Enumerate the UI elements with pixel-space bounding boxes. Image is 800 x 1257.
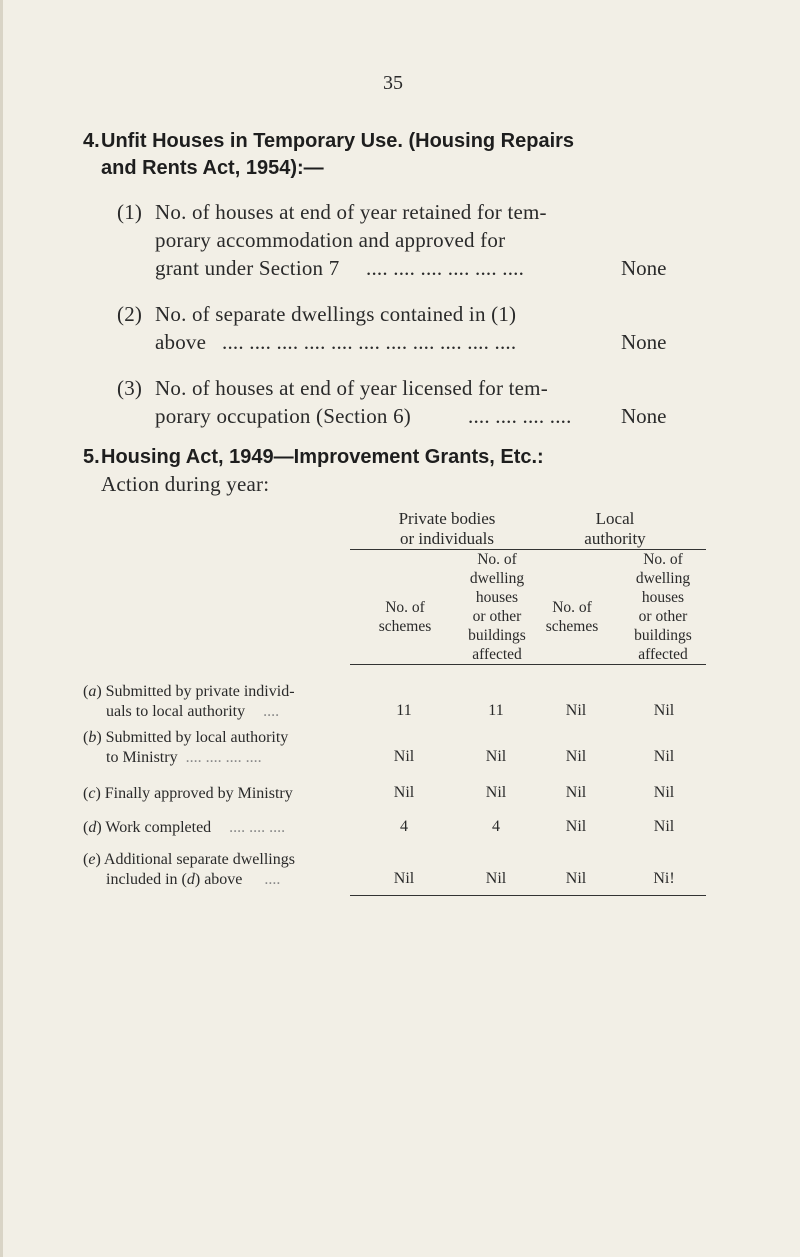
item-1-line3: grant under Section 7 — [155, 256, 340, 280]
group-header-private — [372, 509, 522, 549]
table-cell: Nil — [485, 748, 507, 765]
col-header-line: No. of — [552, 599, 592, 616]
table-cell: Nil — [565, 702, 587, 719]
col-header-line: or other — [472, 608, 522, 625]
table-cell: Nil — [565, 784, 587, 801]
table-cell: Nil — [393, 784, 415, 801]
row-dots: .... — [264, 871, 281, 888]
item-1-value: None — [621, 256, 667, 280]
item-3-line2: porary occupation (Section 6) — [155, 404, 411, 428]
col-header-line: or other — [638, 608, 688, 625]
table-bottom-rule — [350, 895, 706, 896]
item-1-dots: .... .... .... .... .... .... — [366, 256, 525, 280]
col-header-line: affected — [472, 646, 522, 663]
header-bottom-rule — [350, 664, 706, 665]
col-header-line: buildings — [468, 627, 526, 644]
table-cell: Nil — [393, 748, 415, 765]
table-row-e-label-line2: included in (d) above .... — [106, 871, 281, 888]
table-cell: 11 — [396, 702, 412, 719]
table-cell: Nil — [565, 818, 587, 835]
row-label-line1: Finally approved by Ministry — [104, 785, 293, 802]
page-number: 35 — [383, 72, 403, 94]
item-3-number: (3) — [117, 376, 143, 400]
table-row-b-label: (b) Submitted by local authority — [83, 729, 289, 746]
row-letter: a — [88, 683, 97, 700]
item-1-number: (1) — [117, 200, 143, 224]
row-letter: d — [88, 819, 97, 836]
table-cell: Nil — [565, 870, 587, 887]
col-header-private-dwellings — [452, 550, 542, 664]
col-header-line: No. of — [385, 599, 425, 616]
item-2-value: None — [621, 330, 667, 354]
section-4-title-line1: Unfit Houses in Temporary Use. (Housing Repairs — [101, 130, 575, 152]
group-header-private-line1: Private bodies — [398, 509, 496, 528]
section-4-number: 4. — [83, 130, 100, 152]
table-row-b-label-line2 — [106, 748, 262, 768]
section-4-title-line2: and Rents Act, 1954):— — [101, 157, 324, 179]
row-dots: .... .... .... — [229, 819, 286, 836]
item-2-number: (2) — [117, 302, 143, 326]
section-5-number: 5. — [83, 446, 100, 468]
col-header-line: No. of — [643, 551, 683, 568]
table-cell: Nil — [393, 870, 415, 887]
col-header-line: dwelling — [469, 570, 525, 587]
section-5-title: Housing Act, 1949—Improvement Grants, Etc.: — [101, 446, 544, 468]
item-2-line2: above — [155, 330, 207, 354]
table-cell: Nil — [653, 784, 675, 801]
row-letter: e — [88, 851, 96, 868]
table-cell: Nil — [565, 748, 587, 765]
table-cell: Nil — [653, 702, 675, 719]
table-row-a-label: (a) Submitted by private individ- — [83, 683, 295, 700]
table-row-a-label-line2 — [106, 702, 279, 722]
row-label-line1: Submitted by local authority — [105, 729, 289, 746]
row-dots: .... — [263, 703, 280, 720]
col-header-line: dwelling — [635, 570, 691, 587]
table-cell: Nil — [485, 870, 507, 887]
col-header-local-schemes — [530, 598, 614, 636]
section-5-subtitle: Action during year: — [101, 472, 270, 496]
col-header-line: houses — [475, 589, 519, 606]
col-header-line: affected — [638, 646, 688, 663]
row-label-line1: Work completed — [105, 819, 212, 836]
item-1-line2: porary accommodation and approved for — [155, 228, 506, 252]
col-header-line: schemes — [378, 618, 432, 635]
table-row-d-label: (d) Work completed .... .... .... — [83, 819, 286, 836]
col-header-line: houses — [641, 589, 685, 606]
item-3-dots: .... .... .... .... — [468, 404, 572, 428]
row-label-line1: Submitted by private individ- — [105, 683, 295, 700]
group-header-local-line1: Local — [595, 509, 635, 528]
table-cell: Nil — [653, 818, 675, 835]
table-cell: 4 — [400, 818, 408, 835]
col-header-line: No. of — [477, 551, 517, 568]
table-cell: 4 — [492, 818, 500, 835]
col-header-private-schemes — [365, 598, 445, 636]
table-cell: Nil — [653, 748, 675, 765]
group-header-local — [560, 509, 670, 549]
item-3-line1: No. of houses at end of year licensed for tem- — [155, 376, 548, 400]
page-edge-shadow — [0, 0, 3, 1257]
group-header-private-line2: or individuals — [400, 529, 494, 548]
item-1-line1: No. of houses at end of year retained for tem- — [155, 200, 547, 224]
item-2-line1: No. of separate dwellings contained in (1) — [155, 302, 517, 326]
group-header-local-line2: authority — [584, 529, 646, 548]
row-letter: c — [88, 785, 96, 802]
row-label-line1: Additional separate dwellings — [103, 851, 295, 868]
item-2-dots: .... .... .... .... .... .... .... .... .... .... .... — [222, 330, 517, 354]
table-row-e-label: (e) Additional separate dwellings — [83, 851, 295, 868]
row-dots: .... .... .... .... — [185, 749, 262, 766]
row-label-line2: to Ministry — [106, 749, 178, 766]
col-header-line: buildings — [634, 627, 692, 644]
col-header-line: schemes — [545, 618, 599, 635]
table-row-c-label: (c) Finally approved by Ministry — [83, 785, 293, 802]
item-3-value: None — [621, 404, 667, 428]
table-cell: Nil — [485, 784, 507, 801]
row-letter: b — [88, 729, 97, 746]
table-cell: Ni! — [653, 870, 675, 887]
col-header-local-dwellings — [618, 550, 708, 664]
table-cell: 11 — [488, 702, 504, 719]
row-label-line2: uals to local authority — [106, 703, 246, 720]
